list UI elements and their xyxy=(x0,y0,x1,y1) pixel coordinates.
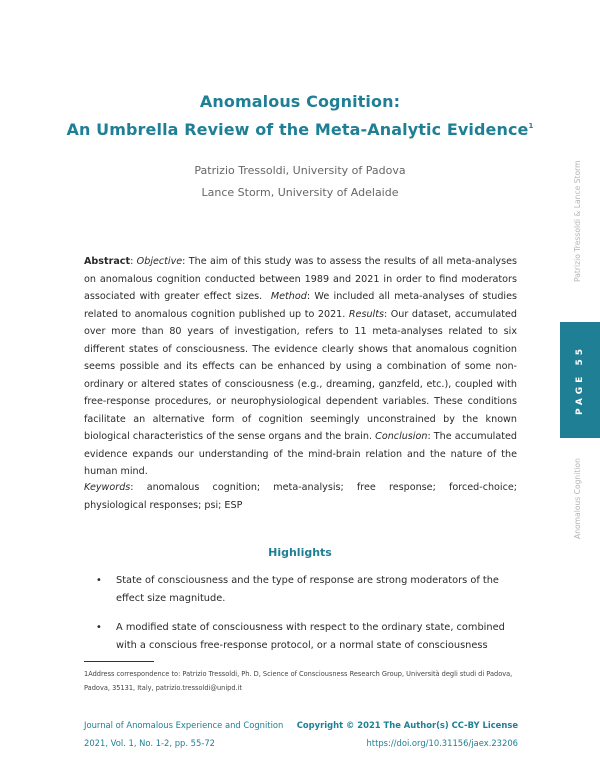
highlight-text: State of consciousness and the type of response are strong moderators of the effect size magnitude. xyxy=(116,575,499,604)
keywords-label: Keywords xyxy=(84,482,131,493)
objective-text: The aim of this study was to assess the results of all meta-analyses on anomalous cognition conducted between 1989 and 2021 in order to find moderators associated with greater effect sizes. xyxy=(84,256,517,302)
page-number-tab xyxy=(560,322,600,438)
highlight-item xyxy=(96,572,518,608)
bullet-icon: • xyxy=(96,575,102,586)
highlight-item xyxy=(96,619,518,655)
paper-title-line1: Anomalous Cognition: xyxy=(199,92,401,111)
author-1: Patrizio Tressoldi, University of Padova xyxy=(194,164,406,177)
footer-copyright: Copyright © 2021 The Author(s) CC-BY License xyxy=(296,720,518,730)
footnote-divider xyxy=(84,661,154,662)
sidebar-running-authors: Patrizio Tressoldi & Lance Storm xyxy=(573,160,582,282)
objective-label: Objective xyxy=(136,256,183,267)
highlights-list xyxy=(96,572,518,666)
keywords-paragraph: Keywords: anomalous cognition; meta-analysis; free response; forced-choice; physiological responses; psi; ESP xyxy=(84,482,517,511)
method-text: We included all meta-analyses of studies related to anomalous cognition published up to 2021. xyxy=(84,291,517,320)
footer-doi-link[interactable]: https://doi.org/10.31156/jaex.23206 xyxy=(366,738,518,748)
footer-journal-name: Journal of Anomalous Experience and Cognition xyxy=(84,720,284,730)
footer-volume: 2021, Vol. 1, No. 1-2, pp. 55-72 xyxy=(84,738,216,748)
page-number-label: PAGE 55 xyxy=(575,345,585,415)
results-label: Results xyxy=(348,308,384,320)
conclusion-text: The accumulated evidence expands our understanding of the mind-brain relation and the nature of the human mind. xyxy=(84,431,517,477)
bullet-icon: • xyxy=(96,622,102,633)
results-text: Our dataset, accumulated over more than 80 years of investigation, refers to 11 meta-analyses related to six different states of consciousness. The evidence clearly shows that anomalous cognition seems possible and its effects can be enhanced by using a combination of some non-ordinary or altered states of consciousness (e.g., dreaming, ganzfeld, etc.), coupled with free-response procedures, or neurophysiological dependent variables. These conditions facilitate an alternative form of cognition seemingly unconstrained by the known biological characteristics of the sense organs and the brain. xyxy=(84,308,517,442)
paper-title-text: An Umbrella Review of the Meta-Analytic Evidence xyxy=(66,120,529,139)
highlights-heading: Highlights xyxy=(268,546,332,559)
footnote: 1Address correspondence to: Patrizio Tressoldi, Ph. D, Science of Consciousness Research Group, Università degli studi di Padova, Padova, 35131, Italy, patrizio.tressoldi@unipd.it xyxy=(84,670,513,692)
abstract-paragraph: Abstract: Objective: The aim of this study was to assess the results of all meta-analyses on anomalous cognition conducted between 1989 and 2021 in order to find moderators associated with greater effect sizes. Method: We included all meta-analyses of studies related to anomalous cognition published up to 2021. Results: Our dataset, accumulated over more than 80 years of investigation, refers to 11 meta-analyses related to six different states of consciousness. The evidence clearly shows that anomalous cognition seems possible and its effects can be enhanced by using a combination of some non-ordinary or altered states of consciousness (e.g., dreaming, ganzfeld, etc.), coupled with free-response procedures, or neurophysiological dependent variables. These conditions facilitate an alternative form of cognition seemingly unconstrained by the known biological characteristics of the sense organs and the brain. Conclusion: The accumulated evidence expands our understanding of the mind-brain relation and the nature of the human mind. xyxy=(84,256,517,477)
method-label: Method xyxy=(270,291,307,302)
conclusion-label: Conclusion xyxy=(375,431,428,442)
highlight-text: A modified state of consciousness with respect to the ordinary state, combined with a conscious free-response protocol, or a normal state of consciousness xyxy=(116,622,505,651)
sidebar-running-title: Anomalous Cognition xyxy=(573,458,582,539)
paper-title-line2 xyxy=(60,120,540,139)
keywords-text: anomalous cognition; meta-analysis; free response; forced-choice; physiological responses; psi; ESP xyxy=(84,482,517,511)
abstract-label: Abstract xyxy=(84,256,131,267)
author-2: Lance Storm, University of Adelaide xyxy=(201,186,399,199)
title-footnote-mark[interactable]: 1 xyxy=(528,122,534,130)
